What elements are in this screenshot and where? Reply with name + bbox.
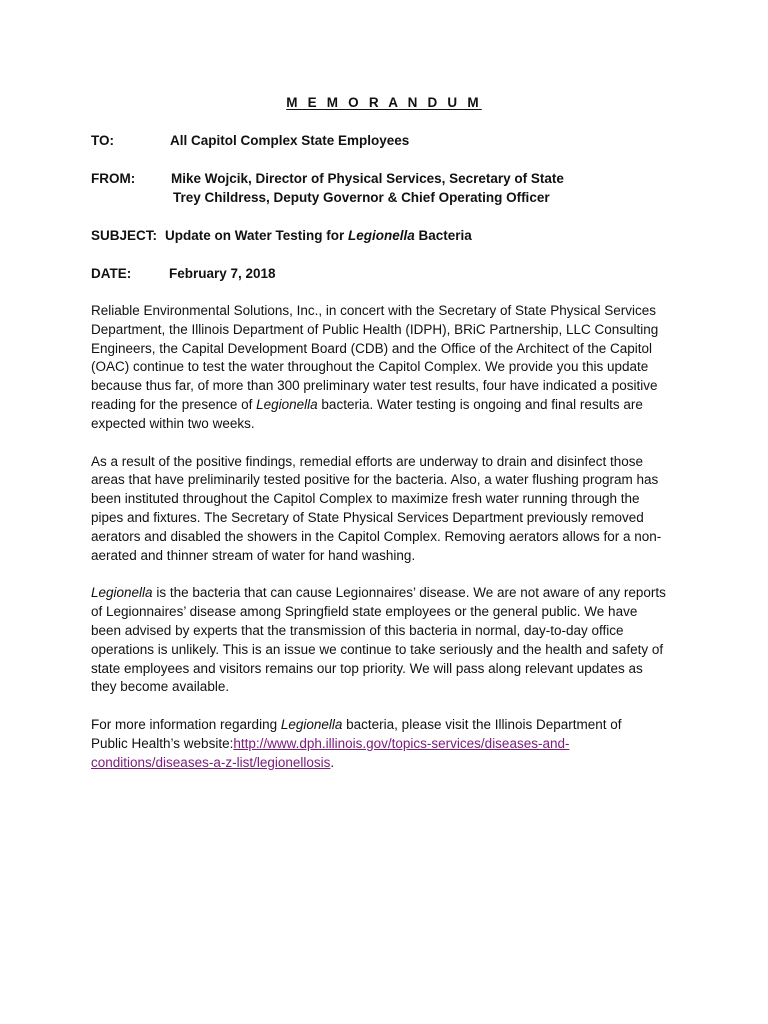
p4-line-3 [91,754,691,773]
from-label: FROM: [91,171,136,186]
p1-line-6-pre: reading for the presence of [91,396,257,412]
p1-line-2: Department, the Illinois Department of Public Health (IDPH), BRiC Partnership, LLC Consulting [91,321,659,337]
memo-body [91,302,691,792]
idph-link-part-1[interactable]: http://www.dph.illinois.gov/topics-services/diseases-and- [233,735,570,751]
p4-line-3-post: . [330,754,335,770]
memo-title: M E M O R A N D U M [286,95,482,110]
p1-line-3: Engineers, the Capital Development Board (CDB) and the Office of the Architect of the Capitol [91,340,653,356]
subject-italic: Legionella [348,228,415,243]
p4-line-1-pre: For more information regarding [91,717,281,733]
p1-line-1: Reliable Environmental Solutions, Inc., in concert with the Secretary of State Physical Services [91,303,657,318]
p3-line-4: operations is unlikely. This is an issue we continue to take seriously and the health and safety of [91,641,664,657]
p3-line-6: they become available. [91,679,230,695]
p1-line-6-post: bacteria. Water testing is ongoing and final results are [317,396,643,412]
paragraph-3 [91,584,691,697]
p4-line-1-italic: Legionella [280,717,343,733]
subject-label: SUBJECT: [91,228,158,243]
date-label: DATE: [91,266,132,281]
subject-text-pre: Update on Water Testing for [165,228,349,243]
paragraph-1 [91,302,691,434]
p1-line-6-italic: Legionella [256,396,318,412]
p2-line-1: As a result of the positive findings, remedial efforts are underway to drain and disinfect those [91,453,644,469]
p2-line-3: been instituted throughout the Capitol Complex to maximize fresh water running through the [91,491,640,507]
p3-line-3: been advised by experts that the transmission of this bacteria in normal, day-to-day office [91,622,624,638]
idph-link-part-2[interactable]: conditions/diseases-a-z-list/legionellosis [91,754,331,770]
p4-line-1 [91,716,691,735]
p1-line-4: (OAC) continue to test the water throughout the Capitol Complex. We provide you this update [91,359,649,375]
p1-line-7: expected within two weeks. [91,415,255,431]
p4-line-1-post: bacteria, please visit the Illinois Department of [342,717,622,733]
p3-line-5: state employees and visitors remains our top priority. We will pass along relevant updates as [91,660,643,676]
p3-line-1-post: is the bacteria that can cause Legionnaires’ disease. We are not aware of any reports [152,585,666,601]
p1-line-5: because thus far, of more than 300 preliminary water test results, four have indicated a positive [91,378,658,394]
subject-text-post: Bacteria [414,228,472,243]
p2-line-4: pipes and fixtures. The Secretary of State Physical Services Department previously removed [91,509,644,525]
paragraph-2 [91,453,691,566]
date-value: February 7, 2018 [169,266,276,281]
subject-value [165,226,472,245]
p3-line-2: of Legionnaires’ disease among Springfield state employees or the general public. We have [91,604,638,620]
to-value: All Capitol Complex State Employees [170,133,410,148]
from-line-1: Mike Wojcik, Director of Physical Services, Secretary of State [171,171,564,186]
p2-line-2: areas that have preliminarily tested positive for the bacteria. Also, a water flushing program has [91,472,659,488]
paragraph-4 [91,716,691,772]
p4-line-2 [91,735,691,754]
p3-line-1-italic: Legionella [91,585,153,601]
from-value [171,169,564,207]
from-line-2: Trey Childress, Deputy Governor & Chief Operating Officer [173,190,550,205]
to-label: TO: [91,133,114,148]
p3-line-1 [91,584,691,603]
p1-line-6 [91,396,691,415]
p2-line-5: aerators and disabled the showers in the Capitol Complex. Removing aerators allows for a non- [91,528,662,544]
p4-line-2-pre: Public Health’s website: [91,735,234,751]
p2-line-6: aerated and thinner stream of water for hand washing. [91,547,416,563]
